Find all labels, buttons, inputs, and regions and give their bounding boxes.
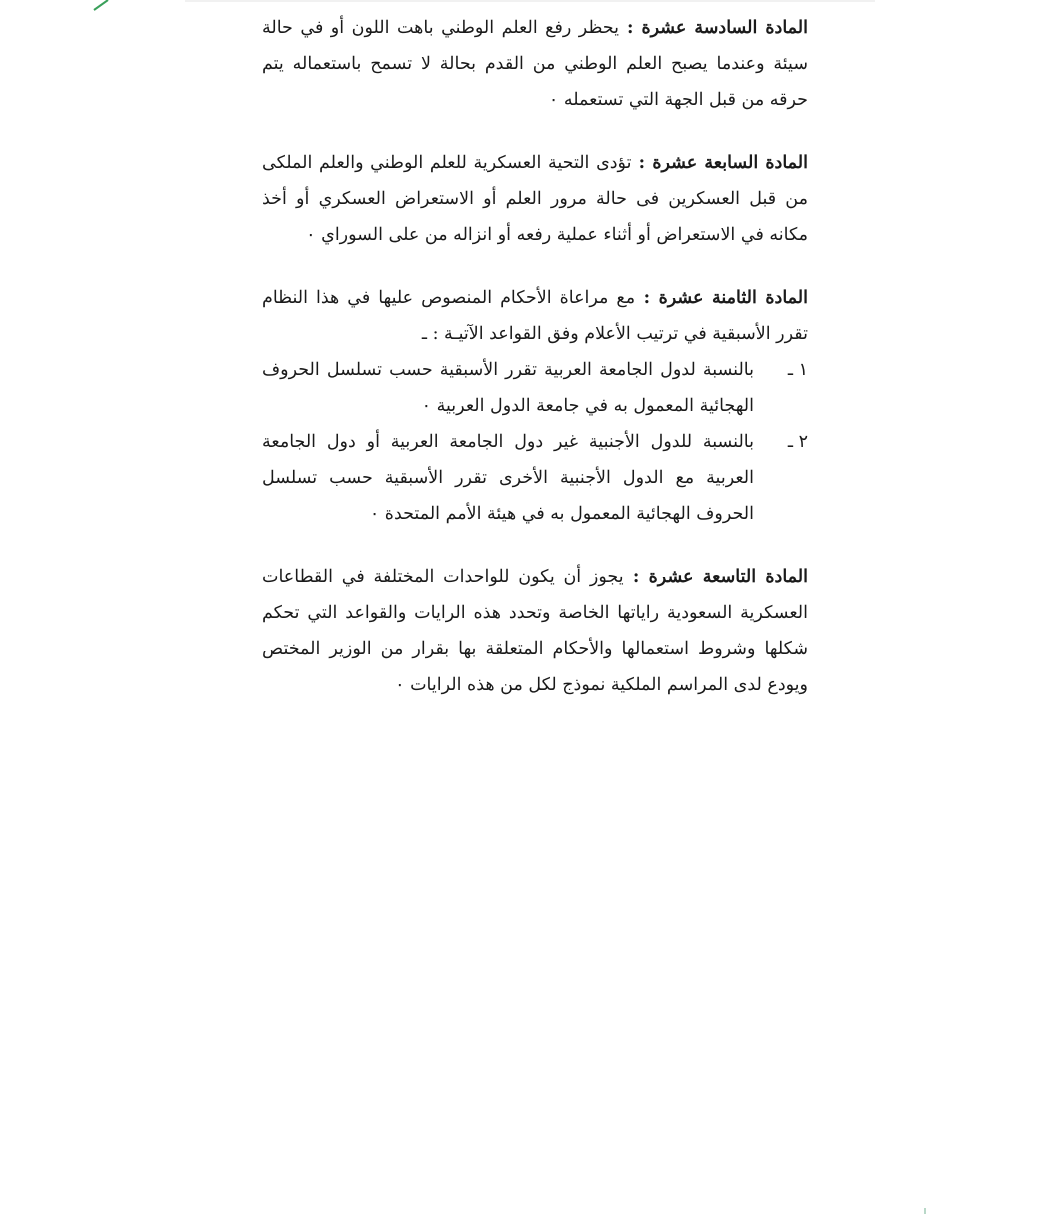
article-18-body: مع مراعاة الأحكام المنصوص عليها في هذا النظام تقرر الأسبقية في ترتيب الأعلام وفق القواعد الآتيـة : ـ [262, 288, 808, 344]
list-item-text: بالنسبة للدول الأجنبية غير دول الجامعة العربية أو دول الجامعة العربية مع الدول الأجنبية الأخرى تقرر الأسبقية حسب تسلسل الحروف الهجائية المعمول به في هيئة الأمم المتحدة ٠ [262, 432, 754, 524]
article-19-paragraph: المادة التاسعة عشرة : يجوز أن يكون للواحدات المختلفة في القطاعات العسكرية السعودية راياتها الخاصة وتحدد هذه الرايات والقواعد التي تحكم شكلها وشروط استعمالها والأحكام المتعلقة بها بقرار من الوزير المختص ويودع لدى المراسم الملكية نموذج لكل من هذه الرايات ٠ [262, 567, 808, 695]
article-17 [262, 145, 808, 253]
article-18-heading: المادة الثامنة عشرة [658, 288, 808, 308]
article-19-heading: المادة التاسعة عشرة [648, 567, 808, 587]
scan-top-edge [185, 0, 875, 2]
article-19-body: يجوز أن يكون للواحدات المختلفة في القطاعات العسكرية السعودية راياتها الخاصة وتحدد هذه الرايات والقواعد التي تحكم شكلها وشروط استعمالها والأحكام المتعلقة بها بقرار من الوزير المختص ويودع لدى المراسم الملكية نموذج لكل من هذه الرايات ٠ [262, 567, 808, 695]
scan-speck [924, 1208, 926, 1214]
list-item [262, 424, 808, 532]
article-16-body: يحظر رفع العلم الوطني باهت اللون أو في حالة سيئة وعندما يصبح العلم الوطني من القدم بحالة لا تسمح باستعماله يتم حرقه من قبل الجهة التي تستعمله ٠ [262, 18, 808, 110]
article-17-body: تؤدى التحية العسكرية للعلم الوطني والعلم الملكى من قبل العسكرين فى حالة مرور العلم أو الاستعراض العسكري أو أخذ مكانه في الاستعراض أو أثناء عملية رفعه أو انزاله من على السوراي ٠ [262, 153, 808, 245]
article-16 [262, 10, 808, 118]
list-item-marker: ١ ـ [787, 360, 808, 380]
green-corner-mark [92, 0, 110, 12]
list-item-text: بالنسبة لدول الجامعة العربية تقرر الأسبقية حسب تسلسل الحروف الهجائية المعمول به في جامعة الدول العربية ٠ [262, 360, 754, 416]
article-16-heading: المادة السادسة عشرة [641, 18, 808, 38]
article-17-paragraph: المادة السابعة عشرة : تؤدى التحية العسكرية للعلم الوطني والعلم الملكى من قبل العسكرين فى حالة مرور العلم أو الاستعراض العسكري أو أخذ مكانه في الاستعراض أو أثناء عملية رفعه أو انزاله من على السوراي ٠ [262, 153, 808, 245]
article-17-heading: المادة السابعة عشرة [652, 153, 808, 173]
article-18 [262, 280, 808, 532]
list-item-marker: ٢ ـ [787, 432, 808, 452]
article-19 [262, 559, 808, 703]
document-page [262, 10, 808, 730]
article-18-paragraph: المادة الثامنة عشرة : مع مراعاة الأحكام المنصوص عليها في هذا النظام تقرر الأسبقية في ترتيب الأعلام وفق القواعد الآتيـة : ـ [262, 288, 808, 344]
article-16-paragraph: المادة السادسة عشرة : يحظر رفع العلم الوطني باهت اللون أو في حالة سيئة وعندما يصبح العلم الوطني من القدم بحالة لا تسمح باستعماله يتم حرقه من قبل الجهة التي تستعمله ٠ [262, 18, 808, 110]
article-18-list [262, 352, 808, 532]
list-item [262, 352, 808, 424]
